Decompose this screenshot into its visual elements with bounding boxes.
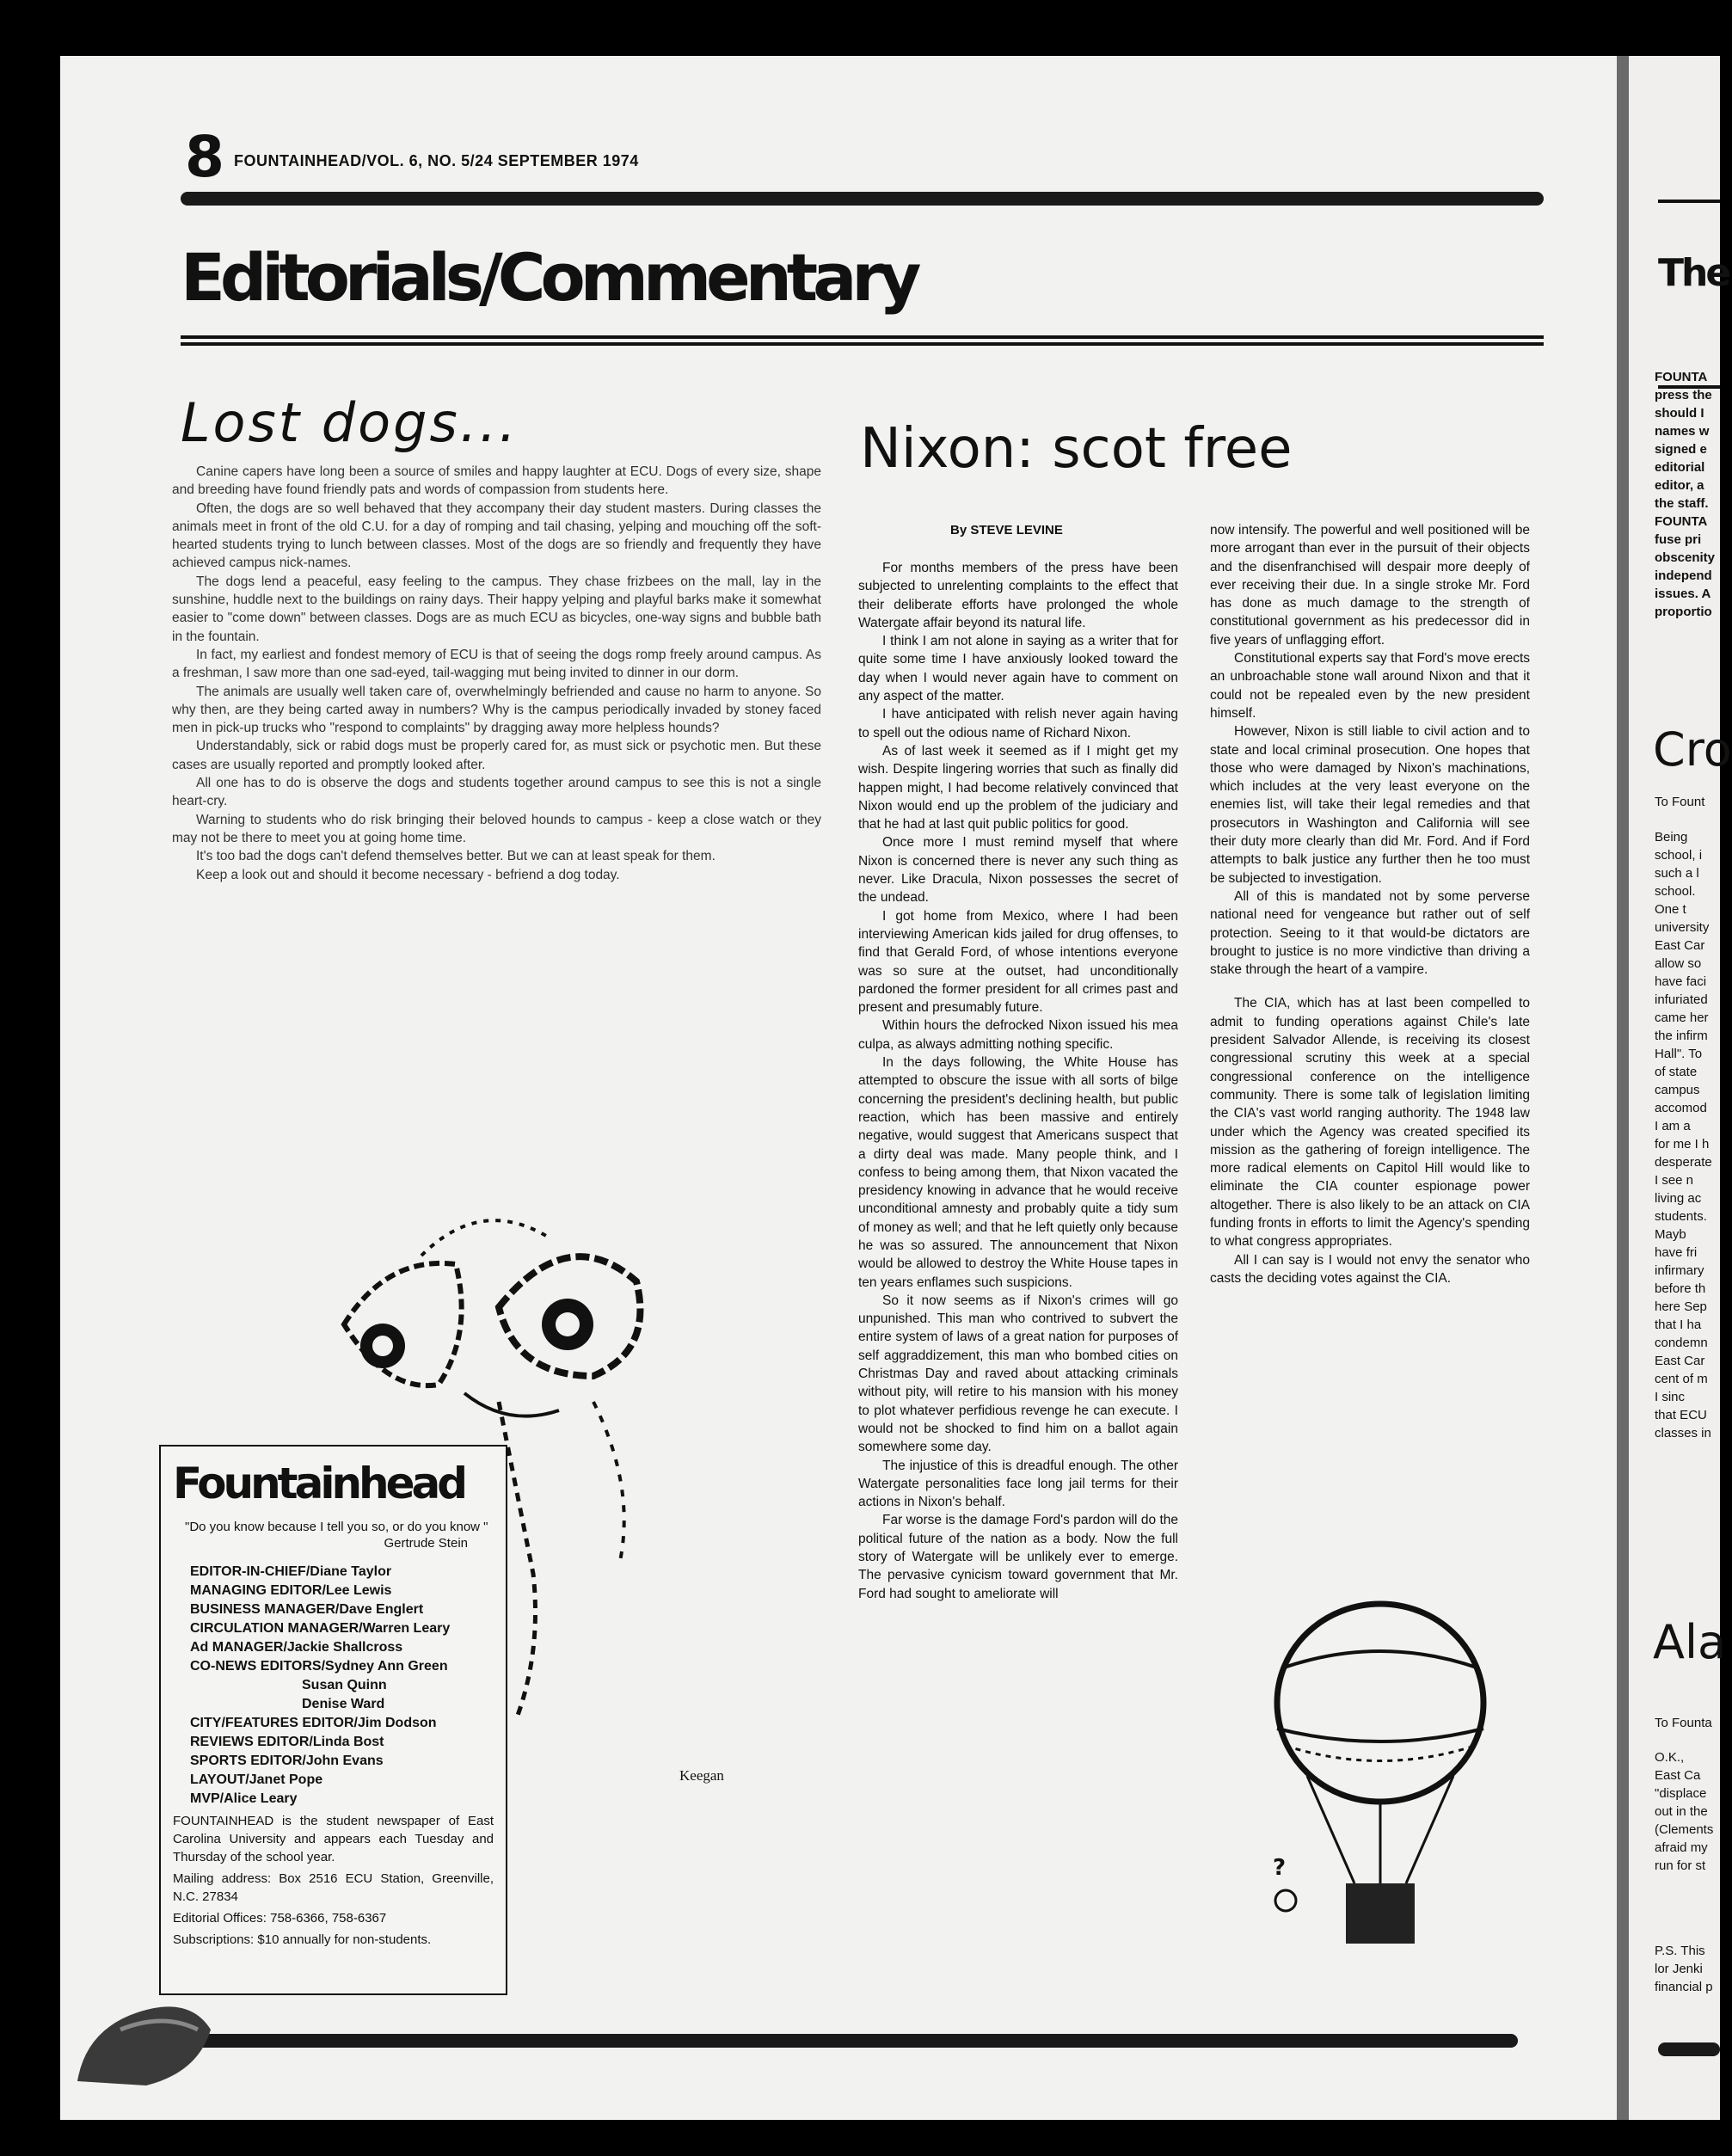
art-credit: Keegan (679, 1767, 724, 1784)
right-text-2 (1655, 828, 1720, 1442)
right-heading-3: Ala (1653, 1615, 1727, 1669)
paragraph: In fact, my earliest and fondest memory of ECU is that of seeing the dogs romp freely around campus. As a freshman, I saw more than one sad-eyed, tail-wagging mut being invited to dinner in our dorm. (172, 647, 821, 681)
paragraph: I got home from Mexico, where I had been interviewing American kids jailed for drug offenses, to find that Gerald Ford, of whose intentions everyone was so sure at the outset, had unconditionally pardoned the former president for all crimes past and present and presumably future. (858, 908, 1178, 1016)
paragraph: The injustice of this is dreadful enough. The other Watergate personalities face long jail terms for their actions in Nixon's behalf. (858, 1458, 1178, 1510)
staff-entry: BUSINESS MANAGER/Dave Englert (190, 1602, 424, 1617)
text-line: issues. A (1655, 587, 1711, 601)
text-line: the staff. (1655, 496, 1709, 511)
paragraph: Understandably, sick or rabid dogs must be properly cared for, as must sick or psychotic men. But these cases are usually reported and promptly looked after. (172, 739, 821, 772)
staff-entry: MVP/Alice Leary (190, 1791, 298, 1806)
double-rule-top (181, 335, 1544, 339)
text-line: infuriated (1655, 992, 1708, 1007)
right-text-4 (1655, 1942, 1720, 1996)
text-line: (Clements (1655, 1822, 1714, 1837)
lost-dogs-headline: Lost dogs... (181, 391, 519, 454)
paragraph: Warning to students who do risk bringing their beloved hounds to campus - keep a close watch or they may not be there to meet you at going home time. (172, 812, 821, 845)
text-line: infirmary (1655, 1263, 1704, 1278)
text-line: of state (1655, 1065, 1698, 1079)
text-line: desperate (1655, 1155, 1712, 1170)
quote-attribution: Gertrude Stein (384, 1536, 468, 1551)
masthead-subscriptions: Subscriptions: $10 annually for non-students. (173, 1932, 432, 1947)
page-number: 8 (185, 124, 224, 190)
svg-text:?: ? (1273, 1855, 1287, 1881)
paragraph: The CIA, which has at last been compelled to admit to funding operations against Chile's late president Salvador Allende, is receiving its closest congressional scrutiny this week at a special congressional conference on the intelligence community. There is some talk of legislation limiting the CIA's vast world ranging authority. The 1948 law under which the Agency was created specified its mission as the gathering of foreign intelligence. The more radical elements on Capitol Hill would like to eliminate the CIA counter espionage power altogether. There is also likely to be an attack on CIA funding fronts in efforts to limit the Agency's spending to what congress appropriates. (1210, 996, 1530, 1250)
paragraph: Once more I must remind myself that where Nixon is concerned there is never any such thing as never. Like Dracula, Nixon possesses the secret of the undead. (858, 835, 1178, 906)
staff-entry: CIRCULATION MANAGER/Warren Leary (190, 1621, 451, 1636)
paragraph: Canine capers have long been a source of smiles and happy laughter at ECU. Dogs of every size, shape and breeding have found friendly pats and words of compassion from students here. (172, 464, 821, 498)
text-line: condemn (1655, 1336, 1708, 1350)
staff-entry: SPORTS EDITOR/John Evans (190, 1754, 384, 1768)
right-text-1 (1655, 368, 1723, 621)
text-line: FOUNTA (1655, 514, 1708, 529)
bottom-rule (181, 2034, 1518, 2048)
masthead-offices: Editorial Offices: 758-6366, 758-6367 (173, 1911, 387, 1926)
text-line: financial p (1655, 1980, 1713, 1994)
text-line: that I ha (1655, 1318, 1702, 1332)
masthead-mailing: Mailing address: Box 2516 ECU Station, Greenville, N.C. 27834 (173, 1871, 494, 1904)
text-line: "displace (1655, 1786, 1707, 1801)
section-title: Editorials/Commentary (181, 239, 917, 316)
text-line: came her (1655, 1010, 1709, 1025)
masthead-box (159, 1445, 507, 1995)
right-heading-1: The (1658, 251, 1729, 295)
text-line: signed e (1655, 442, 1707, 457)
staff-entry: MANAGING EDITOR/Lee Lewis (190, 1583, 392, 1598)
paragraph: The dogs lend a peaceful, easy feeling to the campus. They chase frizbees on the mall, lay in the sunshine, huddle next to the buildings on rainy days. Their happy yelping and playful barks make it somewhat easier to "come down" between classes. Dogs are as much ECU as bicycles, one-way signs and bubble bath in the fountain. (172, 574, 821, 644)
text-line: I see n (1655, 1173, 1694, 1188)
text-line: such a l (1655, 866, 1699, 881)
text-line: P.S. This (1655, 1944, 1705, 1958)
text-line: proportio (1655, 605, 1712, 619)
paragraph: now intensify. The powerful and well positioned will be more arrogant than ever in the pursuit of their objects and the disenfranchised will despair more deeply of ever receiving their due. In a single stroke Mr. Ford has done as much damage to the strength of constitutional government as his predecessor did in five years of unflagging effort. (1210, 523, 1530, 648)
text-line: lor Jenki (1655, 1962, 1703, 1976)
staff-entry: CO-NEWS EDITORS/Sydney Ann Green (190, 1659, 448, 1674)
nixon-headline: Nixon: scot free (860, 417, 1293, 481)
staff-entry: Susan Quinn (302, 1678, 387, 1692)
text-line: East Car (1655, 938, 1705, 953)
nixon-column-2 (1210, 521, 1530, 1287)
text-line: I am a (1655, 1119, 1691, 1133)
text-line: out in the (1655, 1804, 1708, 1819)
right-bottom-rule (1658, 2042, 1720, 2056)
paragraph: Constitutional experts say that Ford's move erects an unbroachable stone wall around Nixon and that it could not be repealed even by the new president himself. (1210, 651, 1530, 721)
text-line: school. (1655, 884, 1696, 899)
paragraph: I have anticipated with relish never again having to spell out the odious name of Richard Nixon. (858, 707, 1178, 740)
text-line: living ac (1655, 1191, 1702, 1206)
text-line: for me I h (1655, 1137, 1710, 1152)
right-salutation-2: To Fount (1655, 795, 1705, 809)
text-line: here Sep (1655, 1299, 1707, 1314)
text-line: accomod (1655, 1101, 1707, 1115)
paragraph: All one has to do is observe the dogs and students together around campus to see this is not a single heart-cry. (172, 776, 821, 809)
lost-dogs-body (172, 463, 821, 884)
text-line: the infirm (1655, 1029, 1708, 1043)
right-rule (1658, 200, 1720, 203)
text-line: should I (1655, 406, 1704, 421)
right-heading-2: Cro (1653, 722, 1732, 777)
paragraph: Keep a look out and should it become necessary - befriend a dog today. (196, 867, 620, 882)
staff-entry: Ad MANAGER/Jackie Shallcross (190, 1640, 403, 1655)
text-line: school, i (1655, 848, 1703, 863)
text-line: before th (1655, 1281, 1706, 1296)
nixon-column-1 (858, 559, 1178, 1603)
paragraph: It's too bad the dogs can't defend themselves better. But we can at least speak for them. (196, 849, 716, 864)
text-line: campus (1655, 1083, 1700, 1097)
text-line: Mayb (1655, 1227, 1686, 1242)
text-line: fuse pri (1655, 532, 1702, 547)
byline: By STEVE LEVINE (950, 523, 1063, 537)
staff-entry: CITY/FEATURES EDITOR/Jim Dodson (190, 1716, 437, 1730)
text-line: I sinc (1655, 1390, 1686, 1404)
text-line: Hall". To (1655, 1047, 1703, 1061)
hot-air-balloon-cartoon (1256, 1600, 1496, 1978)
paragraph: Often, the dogs are so well behaved that they accompany their day student masters. During classes the animals meet in front of the old C.U. for a day of romping and tail chasing, yelping and mouching off the soft-hearted students trying to lunch between classes. Most of the dogs are so friendly and frequently they have achieved campus nick-names. (172, 501, 821, 571)
right-text-3 (1655, 1748, 1720, 1875)
text-line: university (1655, 920, 1710, 935)
masthead-about: FOUNTAINHEAD is the student newspaper of East Carolina University and appears each Tuesday and Thursday of the school year. (173, 1814, 494, 1864)
text-line: allow so (1655, 956, 1702, 971)
paragraph: In the days following, the White House has attempted to obscure the issue with all sorts of bilge concerning the president's declining health, but public reaction, which has been massive and entirely negative, would suggest that Americans suspect that a dirty deal was made. Many people think, and I confess to being among them, that Nixon vacated the presidency knowing in advance that he would receive unconditional amnesty and probably quite a tidy sum of money as well; and that he left quietly only because he was so assured. The announcement that Nixon would be allowed to destroy the White House tapes in ten years enflames such suspicions. (858, 1055, 1178, 1290)
paragraph: All of this is mandated not by some perverse national need for vengeance but rather out of self protection. Seeing to it that would-be dictators are brought to justice is no more vindictive than driving a stake through the heart of a vampire. (1210, 888, 1530, 978)
staff-list (190, 1563, 494, 1809)
text-line: editor, a (1655, 478, 1704, 493)
text-line: run for st (1655, 1858, 1706, 1873)
paragraph: However, Nixon is still liable to civil action and to state and local criminal prosecution. One hopes that those who were damaged by Nixon's machinations, which includes at the very least everyone on the enemies list, will take their legal remedies and that prosecutors in Washington and California will see their duty more clearly than did Mr. Ford. And if Ford attempts to balk justice any further then he too must be subjected to investigation. (1210, 724, 1530, 886)
dateline: FOUNTAINHEAD/VOL. 6, NO. 5/24 SEPTEMBER 1974 (234, 152, 639, 169)
text-line: students. (1655, 1209, 1707, 1224)
thumb-shadow (69, 1978, 215, 2090)
text-line: East Ca (1655, 1768, 1701, 1783)
paragraph: All I can say is I would not envy the senator who casts the deciding votes against the CIA. (1210, 1252, 1530, 1286)
paragraph: So it now seems as if Nixon's crimes will go unpunished. This man who contrived to subvert the entire system of laws of a great nation for purposes of self aggraddizement, this man who bombed cities on Christmas Day and raved about attacking criminals without pity, will retire to his mansion with his money to plot whatever perfidious revenge he can execute. I would not be shocked to find him on a ballot again somewhere some day. (858, 1293, 1178, 1455)
text-line: independ (1655, 568, 1712, 583)
paragraph: For months members of the press have been subjected to unrelenting complaints to the effect that their deliberate efforts have prolonged the whole Watergate affair beyond its natural life. (858, 561, 1178, 630)
text-line: East Car (1655, 1354, 1705, 1368)
staff-entry: REVIEWS EDITOR/Linda Bost (190, 1735, 384, 1749)
text-line: editorial (1655, 460, 1705, 475)
text-line: One t (1655, 902, 1686, 917)
text-line: O.K., (1655, 1750, 1685, 1765)
top-rule (181, 192, 1544, 206)
text-line: that ECU (1655, 1408, 1707, 1422)
staff-entry: LAYOUT/Janet Pope (190, 1772, 323, 1787)
double-rule-bottom (181, 342, 1544, 346)
text-line: classes in (1655, 1426, 1711, 1440)
text-line: FOUNTA (1655, 370, 1708, 384)
paragraph: Within hours the defrocked Nixon issued his mea culpa, as always admitting nothing specific. (858, 1018, 1178, 1052)
paragraph: The animals are usually well taken care of, overwhelmingly befriended and cause no harm to anyone. So why then, are they being carted away in numbers? Why is the campus periodically invaded by stoney faced men in pick-up trucks who "respond to complaints" by dragging away more helpless hounds? (172, 684, 821, 736)
paragraph: As of last week it seemed as if I might get my wish. Despite lingering worries that such as finally did happen might, I had become relatively convinced that Nixon would end up the problem of the judiciary and that he had at last quit public politics for good. (858, 743, 1178, 832)
text-line: cent of m (1655, 1372, 1708, 1386)
text-line: press the (1655, 388, 1712, 402)
right-salutation-3: To Founta (1655, 1716, 1712, 1730)
text-line: have faci (1655, 974, 1707, 989)
text-line: obscenity (1655, 550, 1716, 565)
text-line: afraid my (1655, 1840, 1708, 1855)
staff-entry: EDITOR-IN-CHIEF/Diane Taylor (190, 1564, 392, 1579)
text-line: have fri (1655, 1245, 1698, 1260)
text-line: names w (1655, 424, 1710, 439)
paragraph: Far worse is the damage Ford's pardon will do the political future of the nation as a body. Now the full story of Watergate will be unlikely ever to emerge. The pervasive cynicism toward government that Mr. Ford had sought to ameliorate will (858, 1513, 1178, 1601)
staff-entry: Denise Ward (302, 1697, 385, 1711)
masthead-quote: "Do you know because I tell you so, or do you know " (185, 1520, 488, 1534)
text-line: Being (1655, 830, 1688, 845)
paragraph: I think I am not alone in saying as a writer that for quite some time I have anxiously looked toward the day when I would never again have to comment on any aspect of the matter. (858, 634, 1178, 704)
masthead-logo: Fountainhead (173, 1459, 465, 1508)
